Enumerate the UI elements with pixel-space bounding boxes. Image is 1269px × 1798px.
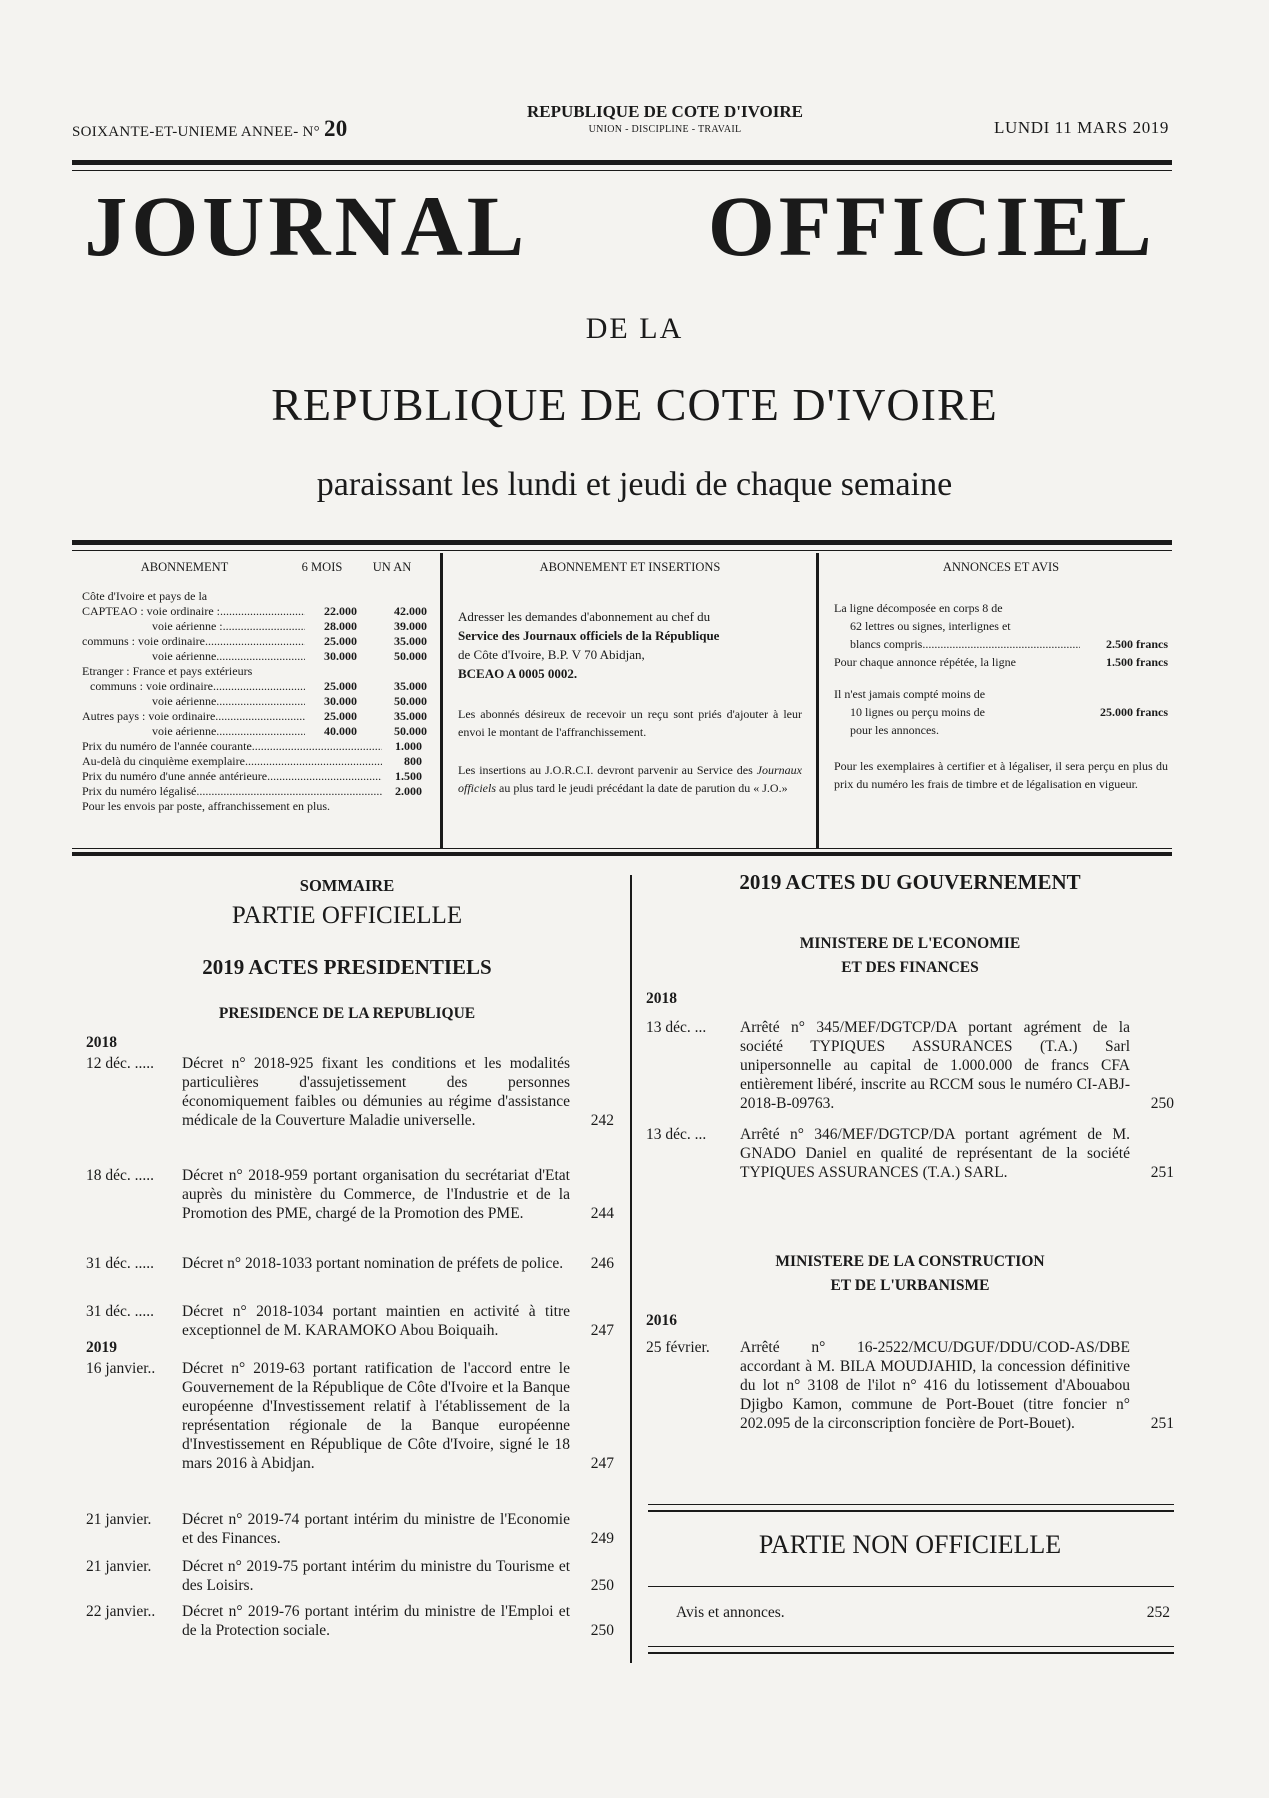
- insertions-p1-a: Adresser les demandes d'abonnement au chef du: [458, 609, 711, 624]
- rates-top-rule-thin: [72, 550, 1172, 551]
- toc-entry: [86, 1166, 614, 1223]
- toc-entry: [86, 1510, 614, 1548]
- toc-entry-date: 22 janvier..: [86, 1603, 156, 1620]
- annonces-l5: Il n'est jamais compté moins de: [834, 687, 986, 701]
- abonnement-prix-row: [82, 739, 422, 754]
- toc-entry-date: 21 janvier.: [86, 1511, 152, 1528]
- abonnement-prix-label: Prix du numéro de l'année courante: [82, 739, 252, 753]
- toc-entry-page: 246: [590, 1255, 614, 1272]
- issue-date: LUNDI 11 MARS 2019: [994, 118, 1169, 137]
- toc-entry-date: 31 déc. .....: [86, 1303, 155, 1320]
- abonnement-col-6mois: 6 MOIS: [301, 560, 343, 574]
- ministere-construction-heading: [650, 1250, 1170, 1298]
- toc-entry-text: Décret n° 2018-1034 portant maintien en activité à titre exceptionnel de M. KARAMOKO Abou Boiquaih.: [182, 1303, 570, 1339]
- toc-entry-page: 244: [590, 1205, 614, 1222]
- abonnement-row-label: voie aérienne :: [152, 619, 223, 633]
- ministere-economie-heading: [650, 932, 1170, 980]
- toc-entry: [86, 1359, 614, 1473]
- annonces-l3-val: 2.500 francs: [1106, 637, 1168, 651]
- insertions-p3-a: Les insertions au J.O.R.C.I. devront parvenir au Service des: [458, 763, 753, 777]
- toc-entry-text: Décret n° 2018-1033 portant nomination de préfets de police.: [182, 1255, 564, 1272]
- toc-entry-page: 251: [1150, 1164, 1174, 1181]
- annonces-head: ANNONCES ET AVIS: [942, 560, 1060, 574]
- annonces-block: [834, 560, 1168, 793]
- abonnement-prix-row: [82, 769, 422, 784]
- abonnement-row: [82, 634, 427, 649]
- rates-bottom-rule: [72, 848, 1172, 849]
- annonces-l4-val: 1.500 francs: [1106, 655, 1168, 669]
- toc-entry: [86, 1302, 614, 1340]
- actes-gouvernement-heading: 2019 ACTES DU GOUVERNEMENT: [739, 870, 1081, 894]
- numero: 20: [323, 116, 348, 141]
- abonnement-envois: Pour les envois par poste, affranchissement en plus.: [82, 799, 331, 813]
- non-officielle-rule-top-2: [648, 1510, 1174, 1512]
- abonnement-prix-value: 1.000: [395, 739, 422, 753]
- abonnement-row: [82, 694, 427, 709]
- year-2018-left: 2018: [86, 1034, 117, 1051]
- column-divider: [630, 875, 632, 1663]
- abonnement-row: [82, 619, 427, 634]
- ministere-construction-a: MINISTERE DE LA CONSTRUCTION: [775, 1253, 1045, 1270]
- abonnement-row-6mois: 25.000: [324, 709, 357, 723]
- ministere-construction-b: ET DE L'URBANISME: [830, 1277, 990, 1294]
- abonnement-prix-row: [82, 784, 422, 799]
- rates-top-rule: [72, 540, 1172, 545]
- toc-entry: [646, 1018, 1174, 1113]
- toc-entry-page: 249: [590, 1530, 614, 1547]
- toc-entry-page: 250: [590, 1622, 614, 1639]
- non-officielle-rule-mid: [648, 1586, 1174, 1587]
- masthead-parution: paraissant les lundi et jeudi de chaque semaine: [316, 466, 953, 503]
- header-rule: [72, 160, 1172, 165]
- rates-divider-2: [816, 553, 819, 848]
- abonnement-row-an: 35.000: [394, 634, 427, 648]
- toc-entry-page: 251: [1150, 1415, 1174, 1432]
- abonnement-row-6mois: 30.000: [324, 694, 357, 708]
- abonnement-row: [82, 709, 427, 724]
- toc-entry-page: 247: [590, 1322, 614, 1339]
- annee-label: SOIXANTE-ET-UNIEME ANNEE- N°: [72, 124, 320, 140]
- rates-divider-1: [440, 553, 443, 848]
- toc-entry-page: 242: [590, 1112, 614, 1129]
- abonnement-row-an: 50.000: [394, 649, 427, 663]
- avis-annonces-entry: [676, 1604, 1170, 1622]
- abonnement-prix-value: 1.500: [395, 769, 422, 783]
- abonnement-intro: Côte d'Ivoire et pays de la: [82, 589, 208, 603]
- abonnement-row-an: 35.000: [394, 709, 427, 723]
- abonnement-prix-value: 800: [404, 754, 422, 768]
- non-officielle-rule-bottom-2: [648, 1652, 1174, 1654]
- avis-annonces-page: 252: [1146, 1604, 1170, 1621]
- toc-entry-text: Décret n° 2019-76 portant intérim du ministre de l'Emploi et de la Protection sociale.: [182, 1603, 570, 1639]
- year-2019-left: 2019: [86, 1339, 117, 1356]
- abonnement-row: [82, 724, 427, 739]
- abonnement-row: [82, 649, 427, 664]
- year-2016-right: 2016: [646, 1312, 677, 1329]
- toc-entry-date: 13 déc. ...: [646, 1019, 707, 1036]
- abonnement-row-6mois: 28.000: [324, 619, 357, 633]
- rates-bottom-rule-thick: [72, 852, 1172, 856]
- annonces-l8: Pour les exemplaires à certifier et à légaliser, il sera perçu en plus du prix du numéro les frais de timbre et de légalisation en vigueur.: [834, 759, 1168, 791]
- abonnement-etranger: Etranger : France et pays extérieurs: [82, 664, 253, 678]
- abonnement-row-label: Autres pays : voie ordinaire: [82, 709, 216, 723]
- toc-entry-text: Arrêté n° 16-2522/MCU/DGUF/DDU/COD-AS/DBE accordant à M. BILA MOUDJAHID, la concession définitive du lot n° 3108 de l'ilot n° 416 du lotissement d'Abouabou Djigbo Kamon, commune de Port-Bouet (titre foncier n° 202.095 de la circonscription foncière de Port-Bouet).: [740, 1339, 1130, 1432]
- abonnement-head: ABONNEMENT: [140, 560, 229, 574]
- abonnement-row-label: communs : voie ordinaire: [90, 679, 213, 693]
- abonnement-row-label: voie aérienne: [152, 724, 217, 738]
- issue-number: [72, 116, 348, 142]
- toc-entry: [646, 1338, 1174, 1433]
- insertions-p2: Les abonnés désireux de recevoir un reçu sont priés d'ajouter à leur envoi le montant de l'affranchissement.: [458, 707, 802, 739]
- avis-annonces-label: Avis et annonces.: [676, 1604, 785, 1621]
- abonnement-row-6mois: 22.000: [324, 604, 357, 618]
- insertions-p1-b: Service des Journaux officiels de la République: [458, 628, 720, 643]
- abonnement-row: [82, 679, 427, 694]
- sommaire-heading: SOMMAIRE: [299, 876, 395, 895]
- annonces-l7: pour les annonces.: [850, 723, 939, 737]
- abonnement-col-an: UN AN: [372, 560, 412, 574]
- toc-entry: [646, 1125, 1174, 1182]
- devise: UNION - DISCIPLINE - TRAVAIL: [588, 124, 742, 135]
- toc-entry-text: Décret n° 2019-74 portant intérim du ministre de l'Economie et des Finances.: [182, 1511, 570, 1547]
- republic-heading: [500, 102, 830, 135]
- annonces-l4: Pour chaque annonce répétée, la ligne: [834, 655, 1016, 669]
- masthead-title: JOURNAL OFFICIEL: [84, 178, 1156, 274]
- annonces-l6: 10 lignes ou perçu moins de: [850, 705, 985, 719]
- abonnement-row-an: 42.000: [394, 604, 427, 618]
- annonces-l2: 62 lettres ou signes, interlignes et: [850, 619, 1011, 633]
- abonnement-row-6mois: 30.000: [324, 649, 357, 663]
- toc-entry: [86, 1557, 614, 1595]
- abonnement-row-label: voie aérienne: [152, 694, 217, 708]
- abonnement-prix-value: 2.000: [395, 784, 422, 798]
- abonnement-row-label: communs : voie ordinaire: [82, 634, 205, 648]
- insertions-p1-c: de Côte d'Ivoire, B.P. V 70 Abidjan,: [458, 647, 645, 662]
- masthead-republique: REPUBLIQUE DE COTE D'IVOIRE: [271, 379, 998, 430]
- abonnement-row-an: 35.000: [394, 679, 427, 693]
- ministere-economie-b: ET DES FINANCES: [841, 959, 979, 976]
- toc-entry-page: 250: [590, 1577, 614, 1594]
- insertions-head: ABONNEMENT ET INSERTIONS: [539, 560, 721, 574]
- abonnement-prix-row: [82, 754, 422, 769]
- abonnement-row-an: 50.000: [394, 724, 427, 738]
- ministere-economie-a: MINISTERE DE L'ECONOMIE: [799, 935, 1021, 952]
- toc-entry-page: 247: [590, 1455, 614, 1472]
- toc-entry-page: 250: [1150, 1095, 1174, 1112]
- toc-entry-date: 25 février.: [646, 1339, 710, 1356]
- abonnement-row-6mois: 25.000: [324, 634, 357, 648]
- non-officielle-rule-bottom: [648, 1646, 1174, 1647]
- presidence-heading: PRESIDENCE DE LA REPUBLIQUE: [218, 1005, 476, 1022]
- toc-entry-date: 13 déc. ...: [646, 1126, 707, 1143]
- toc-entry-text: Décret n° 2019-63 portant ratification de l'accord entre le Gouvernement de la République de Côte d'Ivoire et la Banque européenne d'Investissement relatif à l'établissement de la représentation régionale de la Banque européenne d'Investissement en République de Côte d'Ivoire, signé le 18 mars 2016 à Abidjan.: [182, 1360, 570, 1472]
- insertions-p1-d: BCEAO A 0005 0002.: [458, 666, 578, 681]
- toc-entry-date: 21 janvier.: [86, 1558, 152, 1575]
- toc-entry: [86, 1054, 614, 1130]
- insertions-block: [458, 560, 802, 797]
- toc-entry-text: Arrêté n° 346/MEF/DGTCP/DA portant agrément de M. GNADO Daniel en qualité de représentant de la société TYPIQUES ASSURANCES (T.A.) SARL.: [740, 1126, 1130, 1181]
- annonces-l3: blancs compris: [850, 637, 923, 651]
- year-2018-right: 2018: [646, 990, 677, 1007]
- toc-entry-date: 31 déc. .....: [86, 1255, 155, 1272]
- toc-entry-date: 12 déc. .....: [86, 1055, 155, 1072]
- abonnement-row: [82, 604, 427, 619]
- insertions-p3-b: Journaux officiels: [458, 763, 802, 795]
- toc-entry-text: Arrêté n° 345/MEF/DGTCP/DA portant agrément de la société TYPIQUES ASSURANCES (T.A.) Sarl unipersonnelle au capital de 1.000.000 de francs CFA entièrement libéré, inscrite au RCCM sous le numéro CI-ABJ-2018-B-09763.: [740, 1019, 1130, 1112]
- partie-officielle-heading: PARTIE OFFICIELLE: [231, 902, 463, 929]
- abonnement-row-6mois: 40.000: [324, 724, 357, 738]
- toc-entry: [86, 1254, 614, 1273]
- partie-non-officielle-heading: PARTIE NON OFFICIELLE: [758, 1530, 1062, 1559]
- actes-presidentiels-heading: 2019 ACTES PRESIDENTIELS: [202, 955, 492, 979]
- toc-entry-date: 16 janvier..: [86, 1360, 156, 1377]
- republic-name: REPUBLIQUE DE COTE D'IVOIRE: [527, 102, 803, 121]
- toc-entry-text: Décret n° 2019-75 portant intérim du ministre du Tourisme et des Loisirs.: [182, 1558, 570, 1594]
- insertions-p3-c: au plus tard le jeudi précédant la date de parution du « J.O.»: [499, 781, 788, 795]
- abonnement-prix-label: Prix du numéro d'une année antérieure: [82, 769, 268, 783]
- header-rule-thin: [72, 170, 1172, 171]
- abonnement-row-label: voie aérienne: [152, 649, 217, 663]
- abonnement-row-an: 39.000: [394, 619, 427, 633]
- abonnement-prix-label: Prix du numéro légalisé: [82, 784, 197, 798]
- insertions-p3: [458, 761, 802, 797]
- annonces-l1: La ligne décomposée en corps 8 de: [834, 601, 1003, 615]
- abonnement-table: [82, 560, 427, 814]
- abonnement-prix-label: Au-delà du cinquième exemplaire: [82, 754, 245, 768]
- toc-entry-date: 18 déc. .....: [86, 1167, 155, 1184]
- non-officielle-rule-top: [648, 1504, 1174, 1505]
- toc-entry: [86, 1602, 614, 1640]
- annonces-l6-val: 25.000 francs: [1100, 705, 1168, 719]
- toc-entry-text: Décret n° 2018-959 portant organisation du secrétariat d'Etat auprès du ministère du Commerce, de l'Industrie et de la Promotion des PME, chargé de la Promotion des PME.: [182, 1167, 570, 1222]
- abonnement-row-6mois: 25.000: [324, 679, 357, 693]
- abonnement-row-an: 50.000: [394, 694, 427, 708]
- toc-entry-text: Décret n° 2018-925 fixant les conditions et les modalités particulières d'assujetissement des personnes économiquement faibles ou démunies au régime d'assistance médicale de la Couverture Maladie universelle.: [182, 1055, 570, 1129]
- masthead-de-la: DE LA: [585, 312, 684, 345]
- abonnement-row-label: CAPTEAO : voie ordinaire :: [82, 604, 220, 618]
